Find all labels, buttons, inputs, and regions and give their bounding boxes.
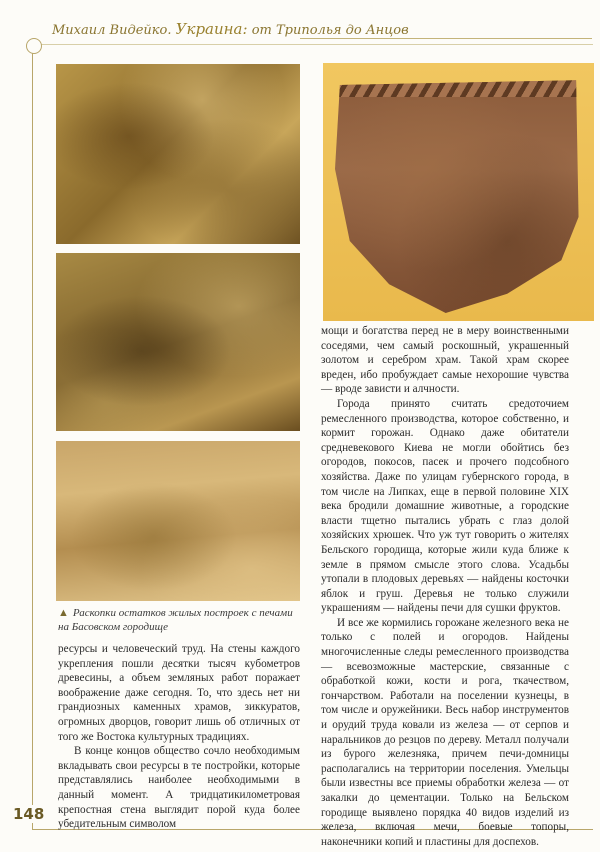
paragraph: ресурсы и человеческий труд. На стены каждого укрепления пошли десятки тысяч кубометров древесины, а объем земляных работ поражает воображение даже сегодня. То, что здесь нет ни грандиозных каменных храмов, зиккуратов, огромных дворцов, говорит лишь об отличных от того же Востока культурных традициях. <box>58 643 300 743</box>
header-title-accent: Украина: <box>175 20 248 38</box>
left-text-column <box>58 642 300 832</box>
right-text-column <box>321 324 569 849</box>
ceramic-vessel-photo <box>323 63 594 321</box>
vessel-fragment-icon <box>335 73 581 313</box>
header-author: Михаил Видейко. <box>52 23 172 38</box>
page-number: 148 <box>10 805 47 823</box>
vessel-rim <box>335 73 581 97</box>
caption-text: Раскопки остатков жилых построек с печами на Басовском городище <box>58 607 293 633</box>
excavation-photo-2 <box>56 253 300 431</box>
running-header <box>52 20 409 38</box>
caption-arrow-icon: ▲ <box>58 607 69 619</box>
header-title-rest: от Триполья до Анцов <box>251 23 409 38</box>
excavation-photo-1 <box>56 64 300 244</box>
paragraph: мощи и богатства перед не в меру воинственными соседями, чем самый роскошный, украшенный золотом и серебром храм. Такой храм скорее вреден, ибо пробуждает самые нехорошие чувства — вроде зависти и алчности. <box>321 325 569 396</box>
excavation-photo-3 <box>56 441 300 601</box>
figure-caption <box>58 606 302 634</box>
page-header <box>0 0 600 44</box>
corner-ornament-icon <box>26 38 42 54</box>
paragraph: Города принято считать средоточием ремесленного производства, которое собственно, и кормит горожан. Однако даже обитатели средневекового Киева не могли обойтись без огородов, покосов, пасек и прочего подсобного хозяйства. Даже по улицам губернского города, в том числе на Липках, еще в первой половине XIX века бродили домашние животные, а городские власти тщетно пытались убрать с глаз долой хозяйских хрюшек. Что уж тут говорить о жителях Бельского городища, которые жили куда ближе к земле в прямом смысле этого слова. Усадьбы утопали в плодовых деревьях — найдены косточки яблок и груш. Деревья не только служили украшениям — найдены печи для сушки фруктов. <box>321 397 569 615</box>
paragraph: И все же кормились горожане железного века не только с полей и огородов. Найдены многочисленные следы ремесленного производства — всевозможные мастерские, связанные с обработкой кожи, кости и рога, ткачеством, гончарством. Работали на поселении кузнецы, в том числе и оружейники. Весь набор инструментов и орудий труда ковали из железа — от серпов и наральников до резцов по дереву. Металл получали из бурого железняка, причем печи-домницы располагались на территории поселения. Умельцы были известны все приемы обработки железа — от закалки до цементации. Только на Бельском городище выявлено порядка 40 видов изделий из железа, включая мечи, боевые топоры, наконечники копий и пластины для доспехов. <box>321 616 569 848</box>
header-rule <box>300 38 592 39</box>
paragraph: В конце концов общество сочло необходимым вкладывать свои ресурсы в те постройки, которые представлялись наиболее необходимыми в данный момент. А тридцатикилометровая крепостная стена выглядит порой куда более убедительным символом <box>58 745 300 831</box>
